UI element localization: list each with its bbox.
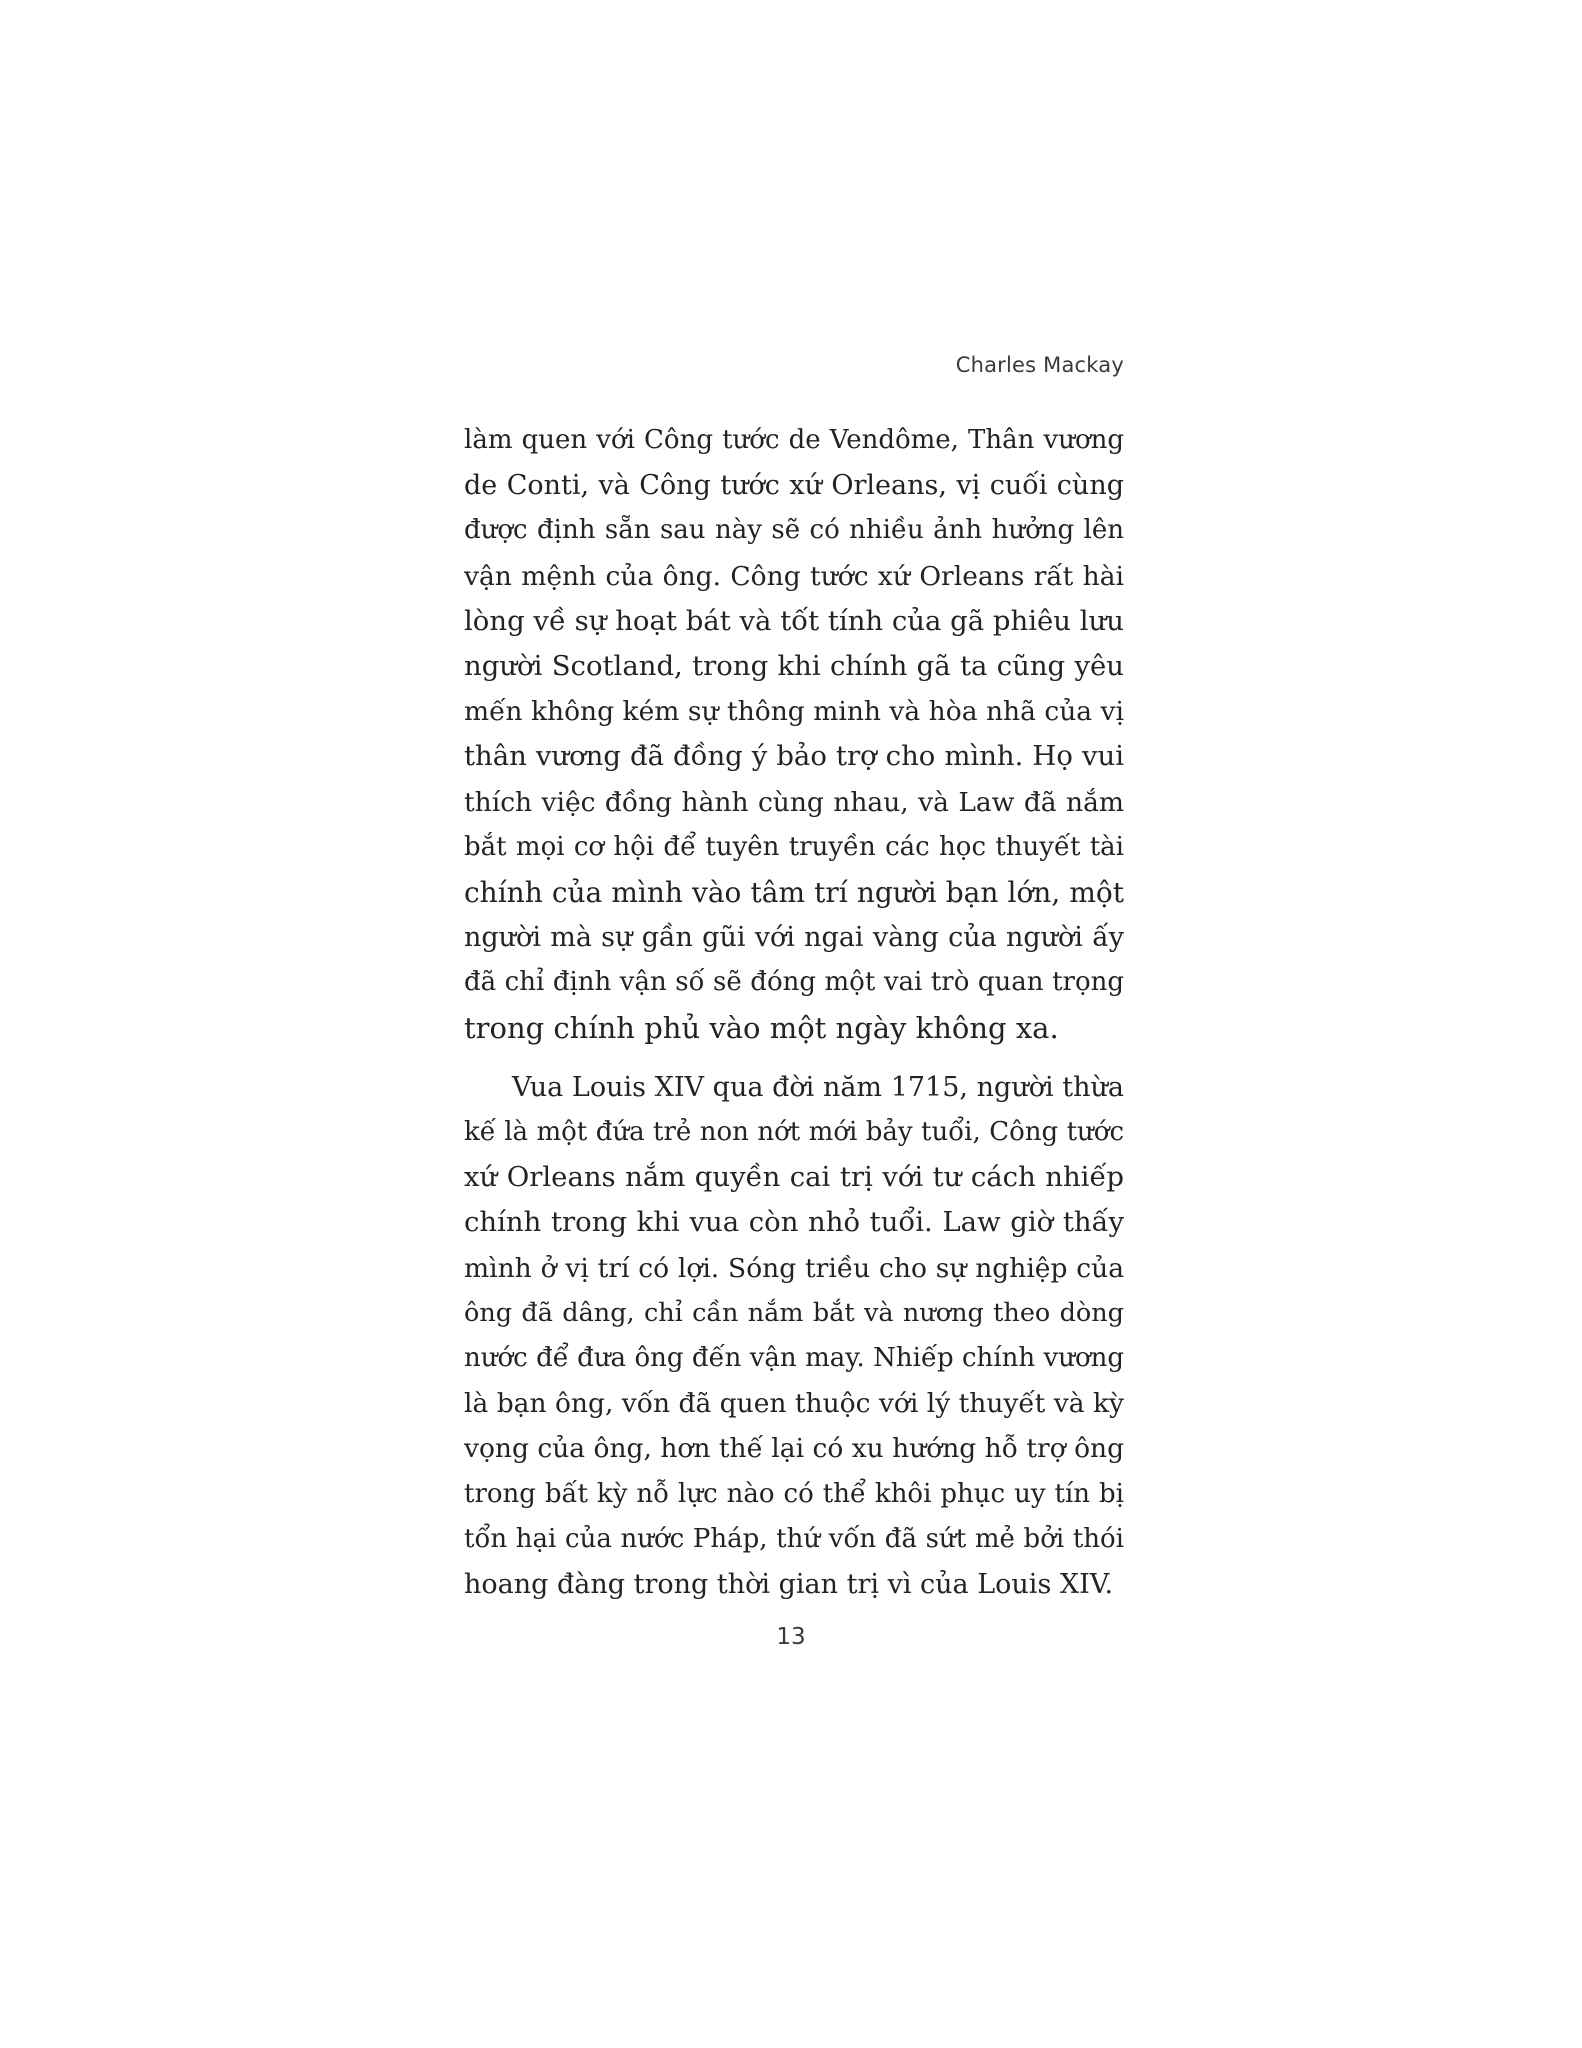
text-line: bắt mọi cơ hội để tuyên truyền các học thuyết tài (464, 831, 1124, 862)
text-line: trong chính phủ vào một ngày không xa. (464, 1010, 1059, 1045)
text-line: vọng của ông, hơn thế lại có xu hướng hỗ trợ ông (464, 1433, 1125, 1465)
text-line: ông đã dâng, chỉ cần nắm bắt và nương theo dòng (464, 1297, 1124, 1328)
text-line: chính trong khi vua còn nhỏ tuổi. Law giờ thấy (464, 1206, 1124, 1239)
text-line: đã chỉ định vận số sẽ đóng một vai trò quan trọng (464, 967, 1124, 998)
page-number: 13 (776, 1624, 806, 1650)
text-line: xứ Orleans nắm quyền cai trị với tư cách nhiếp (464, 1161, 1124, 1194)
text-line: người mà sự gần gũi với ngai vàng của người ấy (464, 922, 1124, 954)
text-line: là bạn ông, vốn đã quen thuộc với lý thuyết và kỳ (464, 1388, 1124, 1420)
text-line: người Scotland, trong khi chính gã ta cũng yêu (464, 650, 1124, 683)
text-line: được định sẵn sau này sẽ có nhiều ảnh hưởng lên (464, 515, 1124, 546)
text-line: de Conti, và Công tước xứ Orleans, vị cuối cùng (464, 470, 1124, 502)
text-line: hoang đàng trong thời gian trị vì của Louis XIV. (464, 1569, 1114, 1601)
text-line: tổn hại của nước Pháp, thứ vốn đã sứt mẻ bởi thói (464, 1523, 1124, 1554)
text-line: lòng về sự hoạt bát và tốt tính của gã phiêu lưu (464, 604, 1124, 637)
text-line: vận mệnh của ông. Công tước xứ Orleans rất hài (464, 560, 1124, 592)
text-line: làm quen với Công tước de Vendôme, Thân vương (464, 425, 1124, 455)
text-line: chính của mình vào tâm trí người bạn lớn, một (464, 876, 1124, 910)
text-line: thân vương đã đồng ý bảo trợ cho mình. Họ vui (464, 740, 1124, 773)
body-text (464, 418, 1124, 1607)
text-line: kế là một đứa trẻ non nớt mới bảy tuổi, Công tước (464, 1117, 1124, 1148)
paragraph-2 (464, 1065, 1124, 1607)
text-line: mến không kém sự thông minh và hòa nhã của vị (464, 696, 1124, 728)
text-line: nước để đưa ông đến vận may. Nhiếp chính vương (464, 1343, 1124, 1374)
text-line: thích việc đồng hành cùng nhau, và Law đã nắm (464, 786, 1124, 818)
paragraph-1 (464, 418, 1124, 1051)
text-line: mình ở vị trí có lợi. Sóng triều cho sự nghiệp của (464, 1252, 1124, 1284)
text-line: trong bất kỳ nỗ lực nào có thể khôi phục uy tín bị (464, 1478, 1124, 1509)
text-line: Vua Louis XIV qua đời năm 1715, người thừa (512, 1071, 1124, 1103)
running-header-author: Charles Mackay (955, 353, 1124, 377)
